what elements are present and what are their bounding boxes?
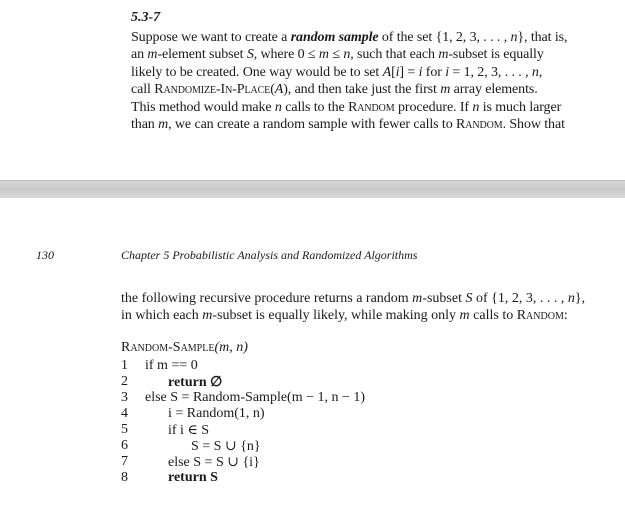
paragraph-line: an m-element subset S, where 0 ≤ m ≤ n, such that each m-subset is equally: [131, 47, 544, 63]
code-text: return S: [168, 470, 218, 485]
top-page: [0, 0, 625, 180]
paragraph-line: likely to be created. One way would be to set A[i] = i for i = 1, 2, 3, . . . , n,: [131, 64, 543, 80]
procedure-name: Random-Sample: [121, 340, 215, 355]
paragraph-line: in which each m-subset is equally likely, while making only m calls to Random:: [121, 308, 568, 324]
page-number: 130: [36, 248, 54, 262]
line-number: 2: [121, 374, 128, 389]
continuation-paragraph: [121, 290, 601, 325]
paragraph-line: call Randomize-In-Place(A), and then take just the first m array elements.: [131, 82, 538, 98]
line-number: 8: [121, 470, 128, 485]
paragraph-line: Suppose we want to create a random sample of the set {1, 2, 3, . . . , n}, that is,: [131, 30, 568, 45]
procedure-args: (m, n): [214, 340, 248, 355]
code-text: else S = Random-Sample(m − 1, n − 1): [145, 390, 366, 405]
code-text: S = S ∪ {n}: [191, 439, 261, 454]
line-number: 6: [121, 438, 128, 453]
code-text: i = Random(1, n): [168, 406, 265, 421]
line-number: 3: [121, 390, 128, 405]
bottom-page: [0, 198, 625, 507]
code-text: else S = S ∪ {i}: [168, 455, 260, 470]
line-number: 7: [121, 454, 128, 469]
paragraph-line: than m, we can create a random sample with fewer calls to Random. Show that: [131, 117, 565, 133]
paragraph-line: This method would make n calls to the Random procedure. If n is much larger: [131, 99, 562, 115]
code-text: if i ∈ S: [168, 423, 210, 438]
paragraph-line: the following recursive procedure returns a random m-subset S of {1, 2, 3, . . . , n},: [121, 291, 586, 306]
code-text: return ∅: [168, 375, 223, 390]
exercise-number: 5.3-7: [131, 10, 161, 25]
running-head: Chapter 5 Probabilistic Analysis and Randomized Algorithms: [121, 248, 418, 262]
exercise-paragraph: [131, 29, 593, 133]
line-number: 1: [121, 358, 128, 373]
code-text: if m == 0: [145, 358, 198, 373]
procedure-header: [121, 340, 248, 356]
page-separator: [0, 180, 625, 200]
line-number: 5: [121, 422, 128, 437]
line-number: 4: [121, 406, 128, 421]
